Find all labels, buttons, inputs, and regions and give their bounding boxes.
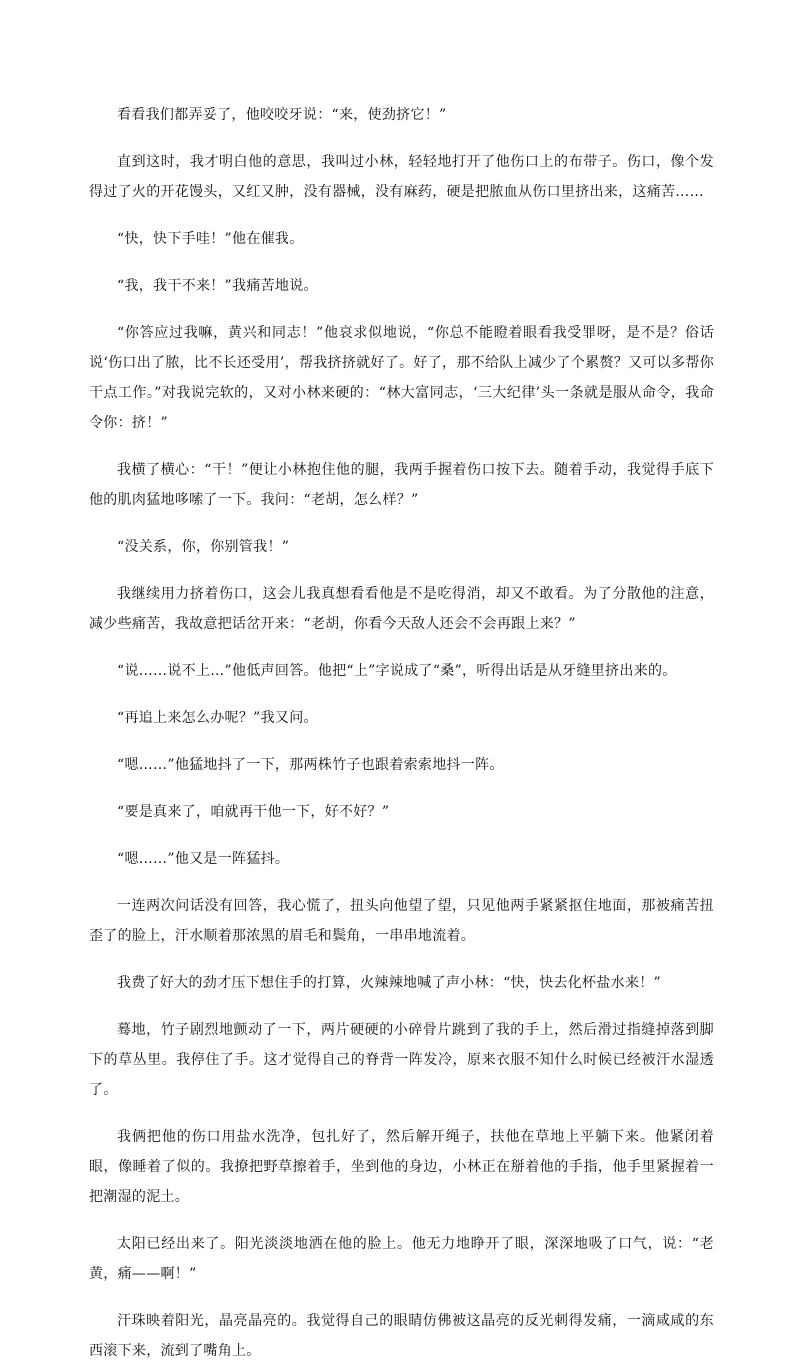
- paragraph-14: 一连两次问话没有回答，我心慌了，扭头向他望了望，只见他两手紧紧抠住地面，那被痛苦扭歪了的脸上，汗水顺着那浓黑的眉毛和鬓角，一串串地流着。: [89, 898, 714, 944]
- paragraph-12: “要是真来了，咱就再干他一下，好不好？”: [117, 804, 390, 820]
- paragraph-13: “嗯……”他又是一阵猛抖。: [117, 851, 290, 867]
- paragraph-1: 看看我们都弄妥了，他咬咬牙说：“来，使劲挤它！”: [117, 107, 447, 123]
- paragraph-16: 蓦地，竹子剧烈地颤动了一下，两片硬硬的小碎骨片跳到了我的手上，然后滑过指缝掉落到脚下的草丛里。我停住了手。这才觉得自己的脊背一阵发冷，原来衣服不知什么时候已经被汗水湿透了。: [89, 1022, 714, 1098]
- paragraph-6: 我横了横心：“干！”便让小林抱住他的腿，我两手握着伤口按下去。随着手动，我觉得手底下他的肌肉猛地哆嗦了一下。我问：“老胡，怎么样？”: [89, 462, 714, 508]
- paragraph-7: “没关系，你，你别管我！”: [117, 539, 290, 555]
- paragraph-4: “我，我干不来！”我痛苦地说。: [117, 278, 318, 294]
- paragraph-18: 太阳已经出来了。阳光淡淡地洒在他的脸上。他无力地睁开了眼，深深地吸了口气，说：“老黄，痛——啊！”: [89, 1236, 714, 1282]
- paragraph-17: 我俩把他的伤口用盐水洗净，包扎好了，然后解开绳子，扶他在草地上平躺下来。他紧闭着眼，像睡着了似的。我撩把野草擦着手，坐到他的身边，小林正在掰着他的手指，他手里紧握着一把潮湿的泥土。: [89, 1129, 714, 1205]
- paragraph-3: “快，快下手哇！”他在催我。: [117, 231, 304, 247]
- paragraph-15: 我费了好大的劲才压下想住手的打算，火辣辣地喊了声小林：“快，快去化杯盐水来！”: [117, 975, 662, 991]
- paragraph-8: 我继续用力挤着伤口，这会儿我真想看看他是不是吃得消，却又不敢看。为了分散他的注意，减少些痛苦，我故意把话岔开来：“老胡，你看今天敌人还会不会再跟上来？”: [89, 586, 714, 632]
- paragraph-11: “嗯……”他猛地抖了一下，那两株竹子也跟着索索地抖一阵。: [117, 757, 504, 773]
- paragraph-19: 汗珠映着阳光，晶亮晶亮的。我觉得自己的眼睛仿佛被这晶亮的反光刺得发痛，一滴咸咸的东西滚下来，流到了嘴角上。: [89, 1313, 714, 1359]
- paragraph-5: “你答应过我嘛，黄兴和同志！”他哀求似地说，“你总不能瞪着眼看我受罪呀，是不是？俗话说‘伤口出了脓，比不长还受用’，帮我挤挤就好了。好了，那不给队上减少了个累赘？又可以多帮你干点工作。”对我说完软的，又对小林来硬的：“林大富同志，‘三大纪律’头一条就是服从命令，我命令你：挤！”: [89, 325, 714, 431]
- paragraph-9: “说……说不上…”他低声回答。他把“上”字说成了“桑”，听得出话是从牙缝里挤出来的。: [117, 663, 677, 679]
- paragraph-2: 直到这时，我才明白他的意思，我叫过小林，轻轻地打开了他伤口上的布带子。伤口，像个发得过了火的开花馒头，又红又肿，没有器械，没有麻药，硬是把脓血从伤口里挤出来，这痛苦……: [89, 154, 714, 200]
- paragraph-10: “再追上来怎么办呢？”我又问。: [117, 710, 318, 726]
